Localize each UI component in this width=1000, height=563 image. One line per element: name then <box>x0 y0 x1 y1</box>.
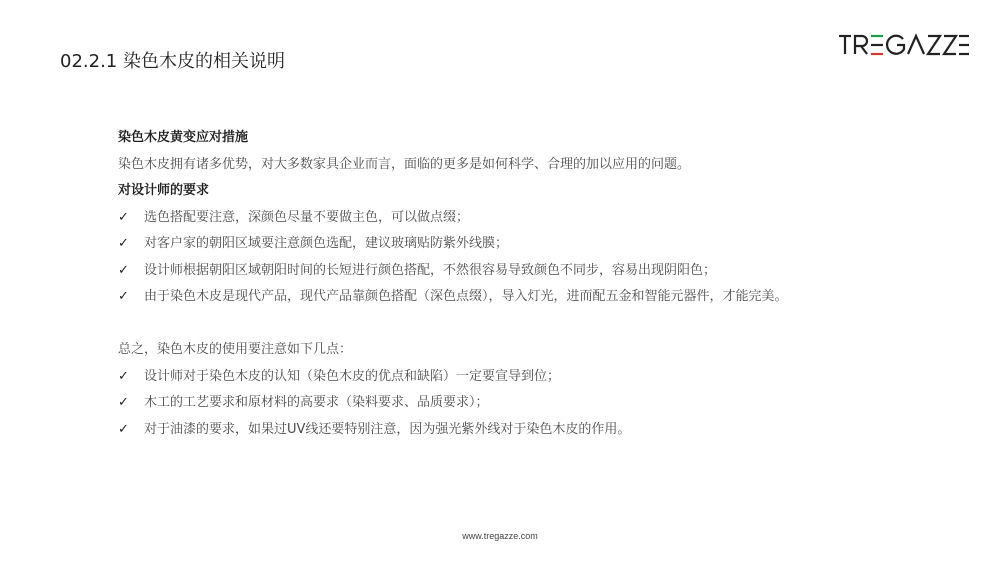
list-item <box>118 231 958 258</box>
list-item-text: 设计师对于染色木皮的认知（染色木皮的优点和缺陷）一定要宣导到位； <box>144 368 561 384</box>
checkmark-icon: ✓ <box>118 289 129 304</box>
page-title: 02.2.1 染色木皮的相关说明 <box>60 51 285 72</box>
checkmark-icon: ✓ <box>118 395 129 410</box>
list-item <box>118 284 958 311</box>
tregazze-logo <box>838 32 970 58</box>
list-item-text: 选色搭配要注意，深颜色尽量不要做主色，可以做点缀； <box>144 209 470 225</box>
intro-paragraph: 染色木皮拥有诸多优势，对大多数家具企业而言，面临的更多是如何科学、合理的加以应用的问题。 <box>118 156 691 172</box>
checkmark-icon: ✓ <box>118 368 129 384</box>
checkmark-icon: ✓ <box>118 209 129 225</box>
list-item-text: 设计师根据朝阳区域朝阳时间的长短进行颜色搭配，不然很容易导致颜色不同步，容易出现阴阳色； <box>144 262 717 278</box>
summary-paragraph: 总之，染色木皮的使用要注意如下几点： <box>118 342 353 357</box>
list-item-text: 对于油漆的要求，如果过UV线还要特别注意，因为强光紫外线对于染色木皮的作用。 <box>144 421 631 437</box>
list-item <box>118 390 958 417</box>
list-item <box>118 364 958 391</box>
heading-response-measures: 染色木皮黄变应对措施 <box>118 130 249 145</box>
list-item-text: 由于染色木皮是现代产品，现代产品靠颜色搭配（深色点缀），导入灯光，进而配五金和智能元器件，才能完美。 <box>144 289 788 304</box>
heading-designer-requirements: 对设计师的要求 <box>118 183 210 198</box>
footer-url: www.tregazze.com <box>462 531 538 541</box>
list-item-text: 对客户家的朝阳区域要注意颜色选配，建议玻璃贴防紫外线膜； <box>144 236 509 251</box>
list-item-text: 木工的工艺要求和原材料的高要求（染料要求、品质要求）； <box>144 395 489 410</box>
list-item <box>118 205 958 232</box>
spacer <box>118 311 958 338</box>
list-item <box>118 258 958 285</box>
checkmark-icon: ✓ <box>118 421 129 437</box>
list-item <box>118 417 958 444</box>
checkmark-icon: ✓ <box>118 236 129 251</box>
checkmark-icon: ✓ <box>118 262 129 278</box>
content-body <box>118 125 958 443</box>
